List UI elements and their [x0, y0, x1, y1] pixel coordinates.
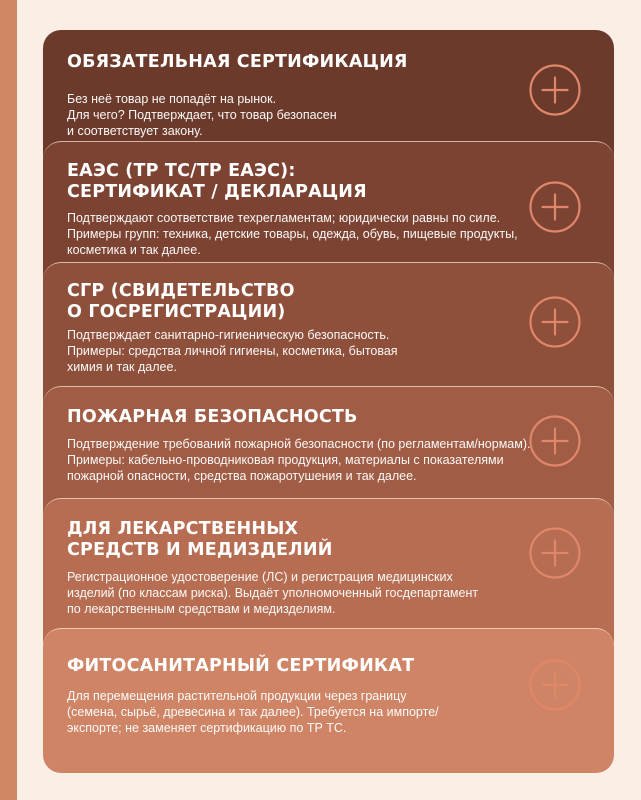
plus-circle-icon[interactable]: [528, 63, 582, 117]
plus-circle-icon[interactable]: [528, 295, 582, 349]
card-title: ЕАЭС (ТР ТС/ТР ЕАЭС): СЕРТИФИКАТ / ДЕКЛАРАЦИЯ: [67, 161, 367, 202]
card-description: Для перемещения растительной продукции через границу (семена, сырьё, древесина и так далее). Требуется на импорте/ экспорте; не заменяет сертификацию по ТР ТС.: [67, 689, 439, 735]
card-description: Подтверждение требований пожарной безопасности (по регламентам/нормам). Примеры: кабельно-проводниковая продукция, материалы с показателями пожарной опасности, средства пожаротушения и так далее.: [67, 437, 531, 483]
card-description: Подтверждают соответствие техрегламентам; юридически равны по силе. Примеры групп: техника, детские товары, одежда, обувь, пищевые продукты, косметика и так далее.: [67, 211, 518, 257]
plus-circle-icon[interactable]: [528, 180, 582, 234]
card-title: СГР (СВИДЕТЕЛЬСТВО О ГОСРЕГИСТРАЦИИ): [67, 281, 295, 322]
plus-circle-icon[interactable]: [528, 414, 582, 468]
card-description: Подтверждает санитарно-гигиеническую безопасность. Примеры: средства личной гигиены, косметика, бытовая химия и так далее.: [67, 328, 398, 374]
card-description: Регистрационное удостоверение (ЛС) и регистрация медицинских изделий (по классам риска). Выдаёт уполномоченный госдепартамент по лекарственным средствам и медизделиям.: [67, 570, 479, 616]
card-description: Без неё товар не попадёт на рынок. Для чего? Подтверждает, что товар безопасен и соответствует закону.: [67, 92, 337, 138]
card-title: ОБЯЗАТЕЛЬНАЯ СЕРТИФИКАЦИЯ: [67, 52, 408, 72]
card-title: ПОЖАРНАЯ БЕЗОПАСНОСТЬ: [67, 407, 358, 427]
card-title: ФИТОСАНИТАРНЫЙ СЕРТИФИКАТ: [67, 656, 415, 676]
plus-circle-icon[interactable]: [528, 526, 582, 580]
card-phytosanitary-certificate[interactable]: [43, 628, 614, 773]
card-title: ДЛЯ ЛЕКАРСТВЕННЫХ СРЕДСТВ И МЕДИЗДЕЛИЙ: [67, 519, 333, 560]
left-accent-strip: [0, 0, 17, 800]
plus-circle-icon[interactable]: [528, 658, 582, 712]
